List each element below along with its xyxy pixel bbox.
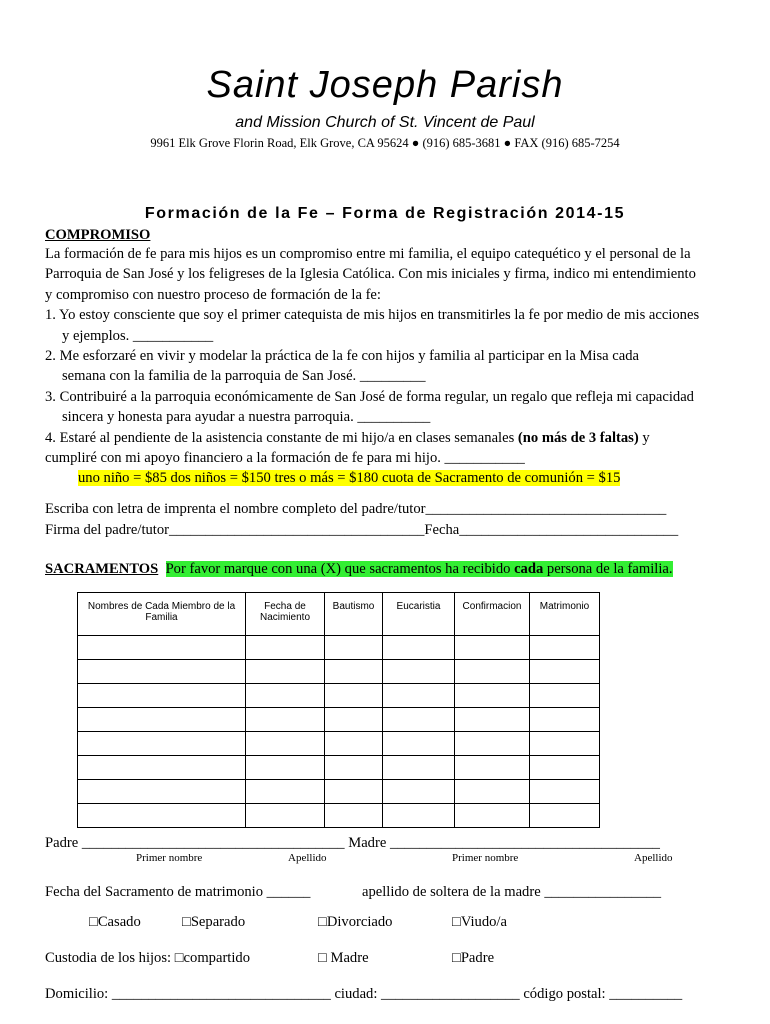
table-row (78, 684, 600, 708)
table-cell[interactable] (325, 780, 383, 804)
table-cell[interactable] (325, 804, 383, 828)
family-sacraments-table (77, 592, 600, 828)
table-cell[interactable] (383, 660, 455, 684)
item-3-line-2[interactable]: sincera y honesta para ayudar a nuestra parroquia. __________ (62, 409, 431, 425)
instruction-bold: cada (514, 561, 544, 577)
fees-highlight: uno niño = $85 dos niños = $150 tres o más = $180 cuota de Sacramento de comunión = $15 (78, 470, 621, 486)
form-title: Formación de la Fe – Forma de Registración 2014-15 (144, 205, 626, 222)
separado-checkbox[interactable]: □Separado (182, 914, 246, 930)
divorciado-checkbox[interactable]: □Divorciado (318, 914, 393, 930)
item-4-line-1 (45, 429, 650, 447)
table-cell[interactable] (246, 684, 325, 708)
item-2-line-1: 2. Me esforzaré en vivir y modelar la práctica de la fe con hijos y familia al participar en la Misa cada (45, 348, 640, 364)
col-bautismo: Bautismo (325, 593, 383, 636)
parish-title: Saint Joseph Parish (206, 64, 564, 106)
table-cell[interactable] (455, 756, 530, 780)
table-cell[interactable] (530, 732, 600, 756)
casado-checkbox[interactable]: □Casado (89, 914, 141, 930)
item-1-line-1: 1. Yo estoy consciente que soy el primer catequista de mis hijos en transmitirles la fe por medio de mis acciones (45, 307, 700, 323)
table-row (78, 636, 600, 660)
table-cell[interactable] (246, 780, 325, 804)
table-cell[interactable] (246, 708, 325, 732)
viudo-checkbox[interactable]: □Viudo/a (452, 914, 507, 930)
col-matrimonio: Matrimonio (530, 593, 600, 636)
table-cell[interactable] (78, 660, 246, 684)
table-cell[interactable] (325, 708, 383, 732)
table-cell[interactable] (78, 636, 246, 660)
item-4-text: 4. Estaré al pendiente de la asistencia constante de mi hijo/a en clases semanales (45, 430, 518, 446)
table-cell[interactable] (78, 780, 246, 804)
table-cell[interactable] (78, 732, 246, 756)
table-cell[interactable] (455, 636, 530, 660)
table-cell[interactable] (246, 804, 325, 828)
padre-apellido-label: Apellido (288, 852, 327, 864)
domicilio-field[interactable]: Domicilio: ______________________________ ciudad: ___________________ código postal: __________ (45, 986, 683, 1002)
table-cell[interactable] (455, 780, 530, 804)
table-cell[interactable] (530, 684, 600, 708)
table-row (78, 804, 600, 828)
item-1-line-2[interactable]: y ejemplos. ___________ (62, 328, 214, 344)
parish-address: 9961 Elk Grove Florin Road, Elk Grove, CA 95624 ● (916) 685-3681 ● FAX (916) 685-7254 (150, 136, 620, 150)
table-row (78, 708, 600, 732)
apellido-soltera-field[interactable]: apellido de soltera de la madre ________________ (362, 884, 662, 900)
table-cell[interactable] (325, 660, 383, 684)
custodia-madre-checkbox[interactable]: □ Madre (318, 950, 369, 966)
table-cell[interactable] (383, 804, 455, 828)
table-cell[interactable] (325, 756, 383, 780)
table-cell[interactable] (246, 660, 325, 684)
signature-field[interactable]: Firma del padre/tutor___________________________________Fecha______________________________ (45, 522, 679, 538)
table-cell[interactable] (246, 732, 325, 756)
col-fecha-nacimiento: Fecha de Nacimiento (246, 593, 325, 636)
sacramentos-heading: SACRAMENTOS (45, 561, 159, 577)
table-cell[interactable] (455, 708, 530, 732)
item-3-line-1: 3. Contribuiré a la parroquia económicamente de San José de forma regular, un regalo que refleja mi capacidad (45, 389, 694, 405)
table-row (78, 756, 600, 780)
table-cell[interactable] (78, 756, 246, 780)
col-nombres: Nombres de Cada Miembro de la Familia (78, 593, 246, 636)
table-cell[interactable] (530, 660, 600, 684)
table-cell[interactable] (325, 636, 383, 660)
table-cell[interactable] (530, 708, 600, 732)
compromiso-intro-1: La formación de fe para mis hijos es un compromiso entre mi familia, el equipo catequético y el personal de la (45, 246, 691, 262)
sacramentos-instruction (166, 561, 673, 577)
sacramentos-line (45, 560, 673, 578)
table-cell[interactable] (246, 756, 325, 780)
table-cell[interactable] (455, 732, 530, 756)
table-cell[interactable] (78, 684, 246, 708)
table-cell[interactable] (383, 684, 455, 708)
fecha-matrimonio-field[interactable]: Fecha del Sacramento de matrimonio ______ (45, 884, 311, 900)
table-row (78, 780, 600, 804)
madre-apellido-label: Apellido (634, 852, 673, 864)
compromiso-intro-3: y compromiso con nuestro proceso de formación de la fe: (45, 287, 381, 303)
col-eucaristia: Eucaristia (383, 593, 455, 636)
table-cell[interactable] (383, 708, 455, 732)
table-cell[interactable] (78, 708, 246, 732)
compromiso-heading: COMPROMISO (45, 227, 151, 243)
table-cell[interactable] (455, 660, 530, 684)
table-cell[interactable] (530, 756, 600, 780)
custodia-compartido-checkbox[interactable]: Custodia de los hijos: □compartido (45, 950, 251, 966)
instruction-text: Por favor marque con una (X) que sacramentos ha recibido (165, 561, 515, 577)
table-cell[interactable] (455, 684, 530, 708)
table-cell[interactable] (530, 780, 600, 804)
parish-subtitle: and Mission Church of St. Vincent de Paul (235, 114, 535, 131)
table-cell[interactable] (325, 732, 383, 756)
instruction-tail: persona de la familia. (543, 561, 673, 577)
item-4-bold: (no más de 3 faltas) (517, 430, 639, 446)
table-cell[interactable] (78, 804, 246, 828)
item-2-line-2[interactable]: semana con la familia de la parroquia de San José. _________ (62, 368, 426, 384)
table-row (78, 660, 600, 684)
print-name-field[interactable]: Escriba con letra de imprenta el nombre completo del padre/tutor_________________________________ (45, 501, 667, 517)
table-cell[interactable] (530, 636, 600, 660)
item-4-line-2[interactable]: cumpliré con mi apoyo financiero a la formación de fe para mi hijo. ___________ (45, 450, 525, 466)
item-4-tail: y (638, 430, 650, 446)
table-cell[interactable] (246, 636, 325, 660)
padre-primer-nombre-label: Primer nombre (136, 852, 203, 864)
table-cell[interactable] (383, 636, 455, 660)
col-confirmacion: Confirmacion (455, 593, 530, 636)
table-cell[interactable] (383, 756, 455, 780)
table-row (78, 732, 600, 756)
madre-primer-nombre-label: Primer nombre (452, 852, 519, 864)
table-cell[interactable] (325, 684, 383, 708)
fees-line (78, 469, 620, 487)
parents-name-field[interactable]: Padre ____________________________________ Madre _____________________________________ (45, 835, 660, 851)
table-cell[interactable] (455, 804, 530, 828)
table-cell[interactable] (530, 804, 600, 828)
custodia-padre-checkbox[interactable]: □Padre (452, 950, 495, 966)
compromiso-intro-2: Parroquia de San José y los feligreses de la Iglesia Católica. Con mis iniciales y firma, indico mi entendimiento (45, 266, 696, 282)
table-cell[interactable] (383, 732, 455, 756)
table-cell[interactable] (383, 780, 455, 804)
